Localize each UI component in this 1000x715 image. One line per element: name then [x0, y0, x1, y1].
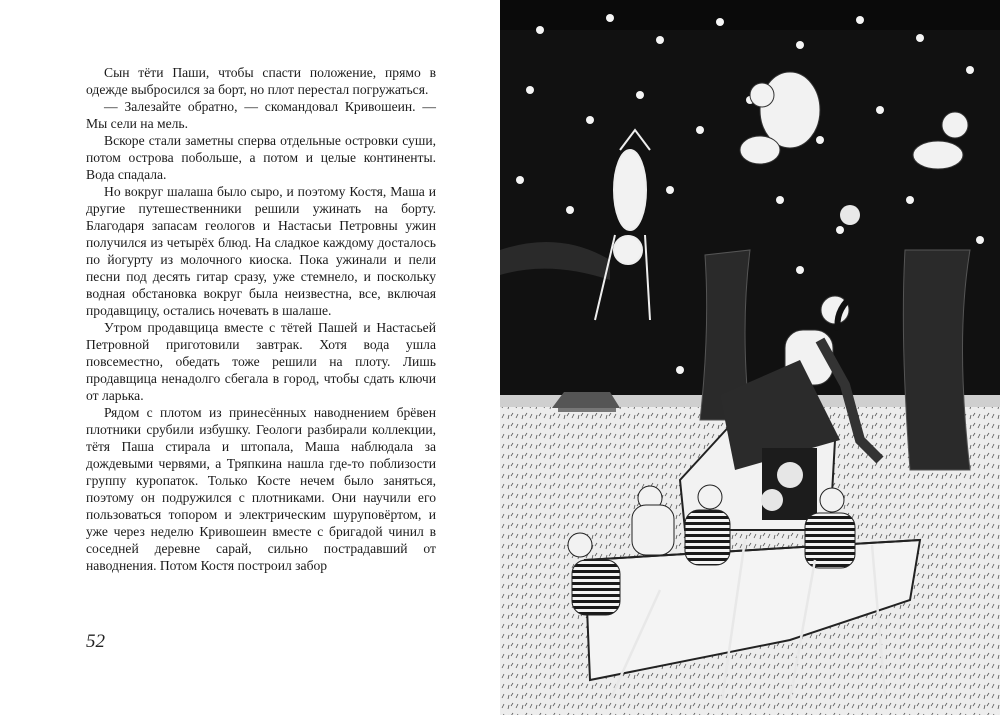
tree-trunk-right [903, 250, 970, 470]
paragraph: Утром продавщица вместе с тётей Пашей и Настасьей Петровной приготовили завтрак. Хотя вода ушла повсеместно, обедать тоже решили на плоту. Лишь продавщица ненадолго сбегала в город, чтобы сдать ключи от ларька. [86, 320, 436, 403]
body-text [86, 64, 436, 574]
page-number: 52 [86, 631, 105, 652]
paragraph: — Залезайте обратно, — скомандовал Кривошеин. — Мы сели на мель. [86, 99, 436, 131]
paragraph: Сын тёти Паши, чтобы спасти положение, прямо в одежде выбросился за борт, но плот перестал погружаться. [86, 65, 436, 97]
distant-house [552, 392, 620, 412]
face-in-leaves [840, 205, 860, 225]
paragraph: Рядом с плотом из принесённых наводнением брёвен плотники срубили избушку. Геологи разбирали коллекции, тётя Паша стирала и штопала, Маша наблюдала за дождевыми червями, а Тряпкина нашла где-то поблизости группу куропаток. Только Косте нечем было заняться, поэтому он подружился с плотниками. Они научили его пользоваться топором и электрическим шуруповёртом, и уже через неделю Кривошеин вместе с бригадой чинил в соседней деревне сарай, сильно пострадавший от наводнения. Потом Костя построил забор [86, 405, 436, 573]
paragraph: Но вокруг шалаша было сыро, и поэтому Костя, Маша и другие путешественники решили ужинать на борту. Благодаря запасам геологов и Настасьи Петровны ужин получился из четырёх блюд. На сладкое каждому досталось по йогурту из молочного киоска. Пока ужинали и пели песни под десять гитар сразу, уже стемнело, и поскольку водная обстановка вокруг была неизвестна, все, включая продавщицу, остались ночевать в шалаше. [86, 184, 436, 318]
illustration [500, 0, 1000, 715]
paragraph: Вскоре стали заметны сперва отдельные островки суши, потом острова побольше, а потом и целые континенты. Вода спадала. [86, 133, 436, 182]
right-page [500, 0, 1000, 715]
